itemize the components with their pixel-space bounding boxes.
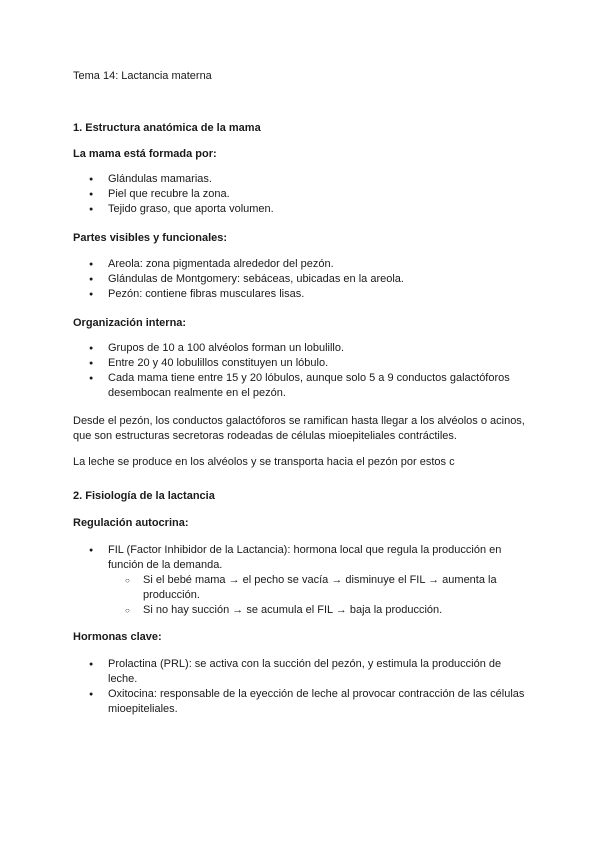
- paragraph-milk-transport: La leche se produce en los alvéolos y se transporta hacia el pezón por estos c: [73, 456, 455, 468]
- visible-parts-list: [73, 257, 528, 302]
- sublist-item: ○ Si no hay succión → se acumula el FIL → baja la producción.: [73, 603, 528, 618]
- list-item: ● Glándulas mamarias.: [73, 172, 528, 187]
- document-title: Tema 14: Lactancia materna: [73, 70, 212, 82]
- subheading-composition: La mama está formada por:: [73, 148, 217, 160]
- subheading-key-hormones: Hormonas clave:: [73, 631, 162, 643]
- list-item-text: FIL (Factor Inhibidor de la Lactancia): hormona local que regula la producción en función de la demanda.: [108, 544, 502, 571]
- list-item: ● Entre 20 y 40 lobulillos constituyen un lóbulo.: [73, 356, 528, 371]
- autocrine-sublist: [108, 573, 528, 618]
- section-heading-physiology: 2. Fisiología de la lactancia: [73, 490, 215, 502]
- list-item: [73, 543, 528, 618]
- list-item: ● Areola: zona pigmentada alrededor del pezón.: [73, 257, 528, 272]
- subheading-visible-parts: Partes visibles y funcionales:: [73, 232, 228, 244]
- internal-organization-list: [73, 341, 528, 401]
- list-item: ● Prolactina (PRL): se activa con la succión del pezón, y estimula la producción de leche.: [73, 657, 528, 687]
- hormones-list: [73, 657, 528, 717]
- sublist-item: ○ Si el bebé mama → el pecho se vacía → disminuye el FIL → aumenta la producción.: [73, 573, 528, 603]
- composition-list: [73, 172, 528, 217]
- list-item: ● Glándulas de Montgomery: sebáceas, ubicadas en la areola.: [73, 272, 528, 287]
- list-item: ● Pezón: contiene fibras musculares lisas.: [73, 287, 528, 302]
- paragraph-ducts: Desde el pezón, los conductos galactóforos se ramifican hasta llegar a los alvéolos o acinos, que son estructuras secretoras rodeadas de células mioepiteliales contráctiles.: [73, 415, 525, 442]
- list-item: ● Cada mama tiene entre 15 y 20 lóbulos, aunque solo 5 a 9 conductos galactóforos desembocan realmente en el pezón.: [73, 371, 528, 401]
- list-item: ● Oxitocina: responsable de la eyección de leche al provocar contracción de las células mioepiteliales.: [73, 687, 528, 717]
- list-item: ● Piel que recubre la zona.: [73, 187, 528, 202]
- list-item: ● Grupos de 10 a 100 alvéolos forman un lobulillo.: [73, 341, 528, 356]
- section-heading-structure: 1. Estructura anatómica de la mama: [73, 122, 261, 134]
- subheading-internal-organization: Organización interna:: [73, 317, 187, 329]
- subheading-autocrine-regulation: Regulación autocrina:: [73, 517, 189, 529]
- autocrine-list: [73, 543, 528, 618]
- list-item: ● Tejido graso, que aporta volumen.: [73, 202, 528, 217]
